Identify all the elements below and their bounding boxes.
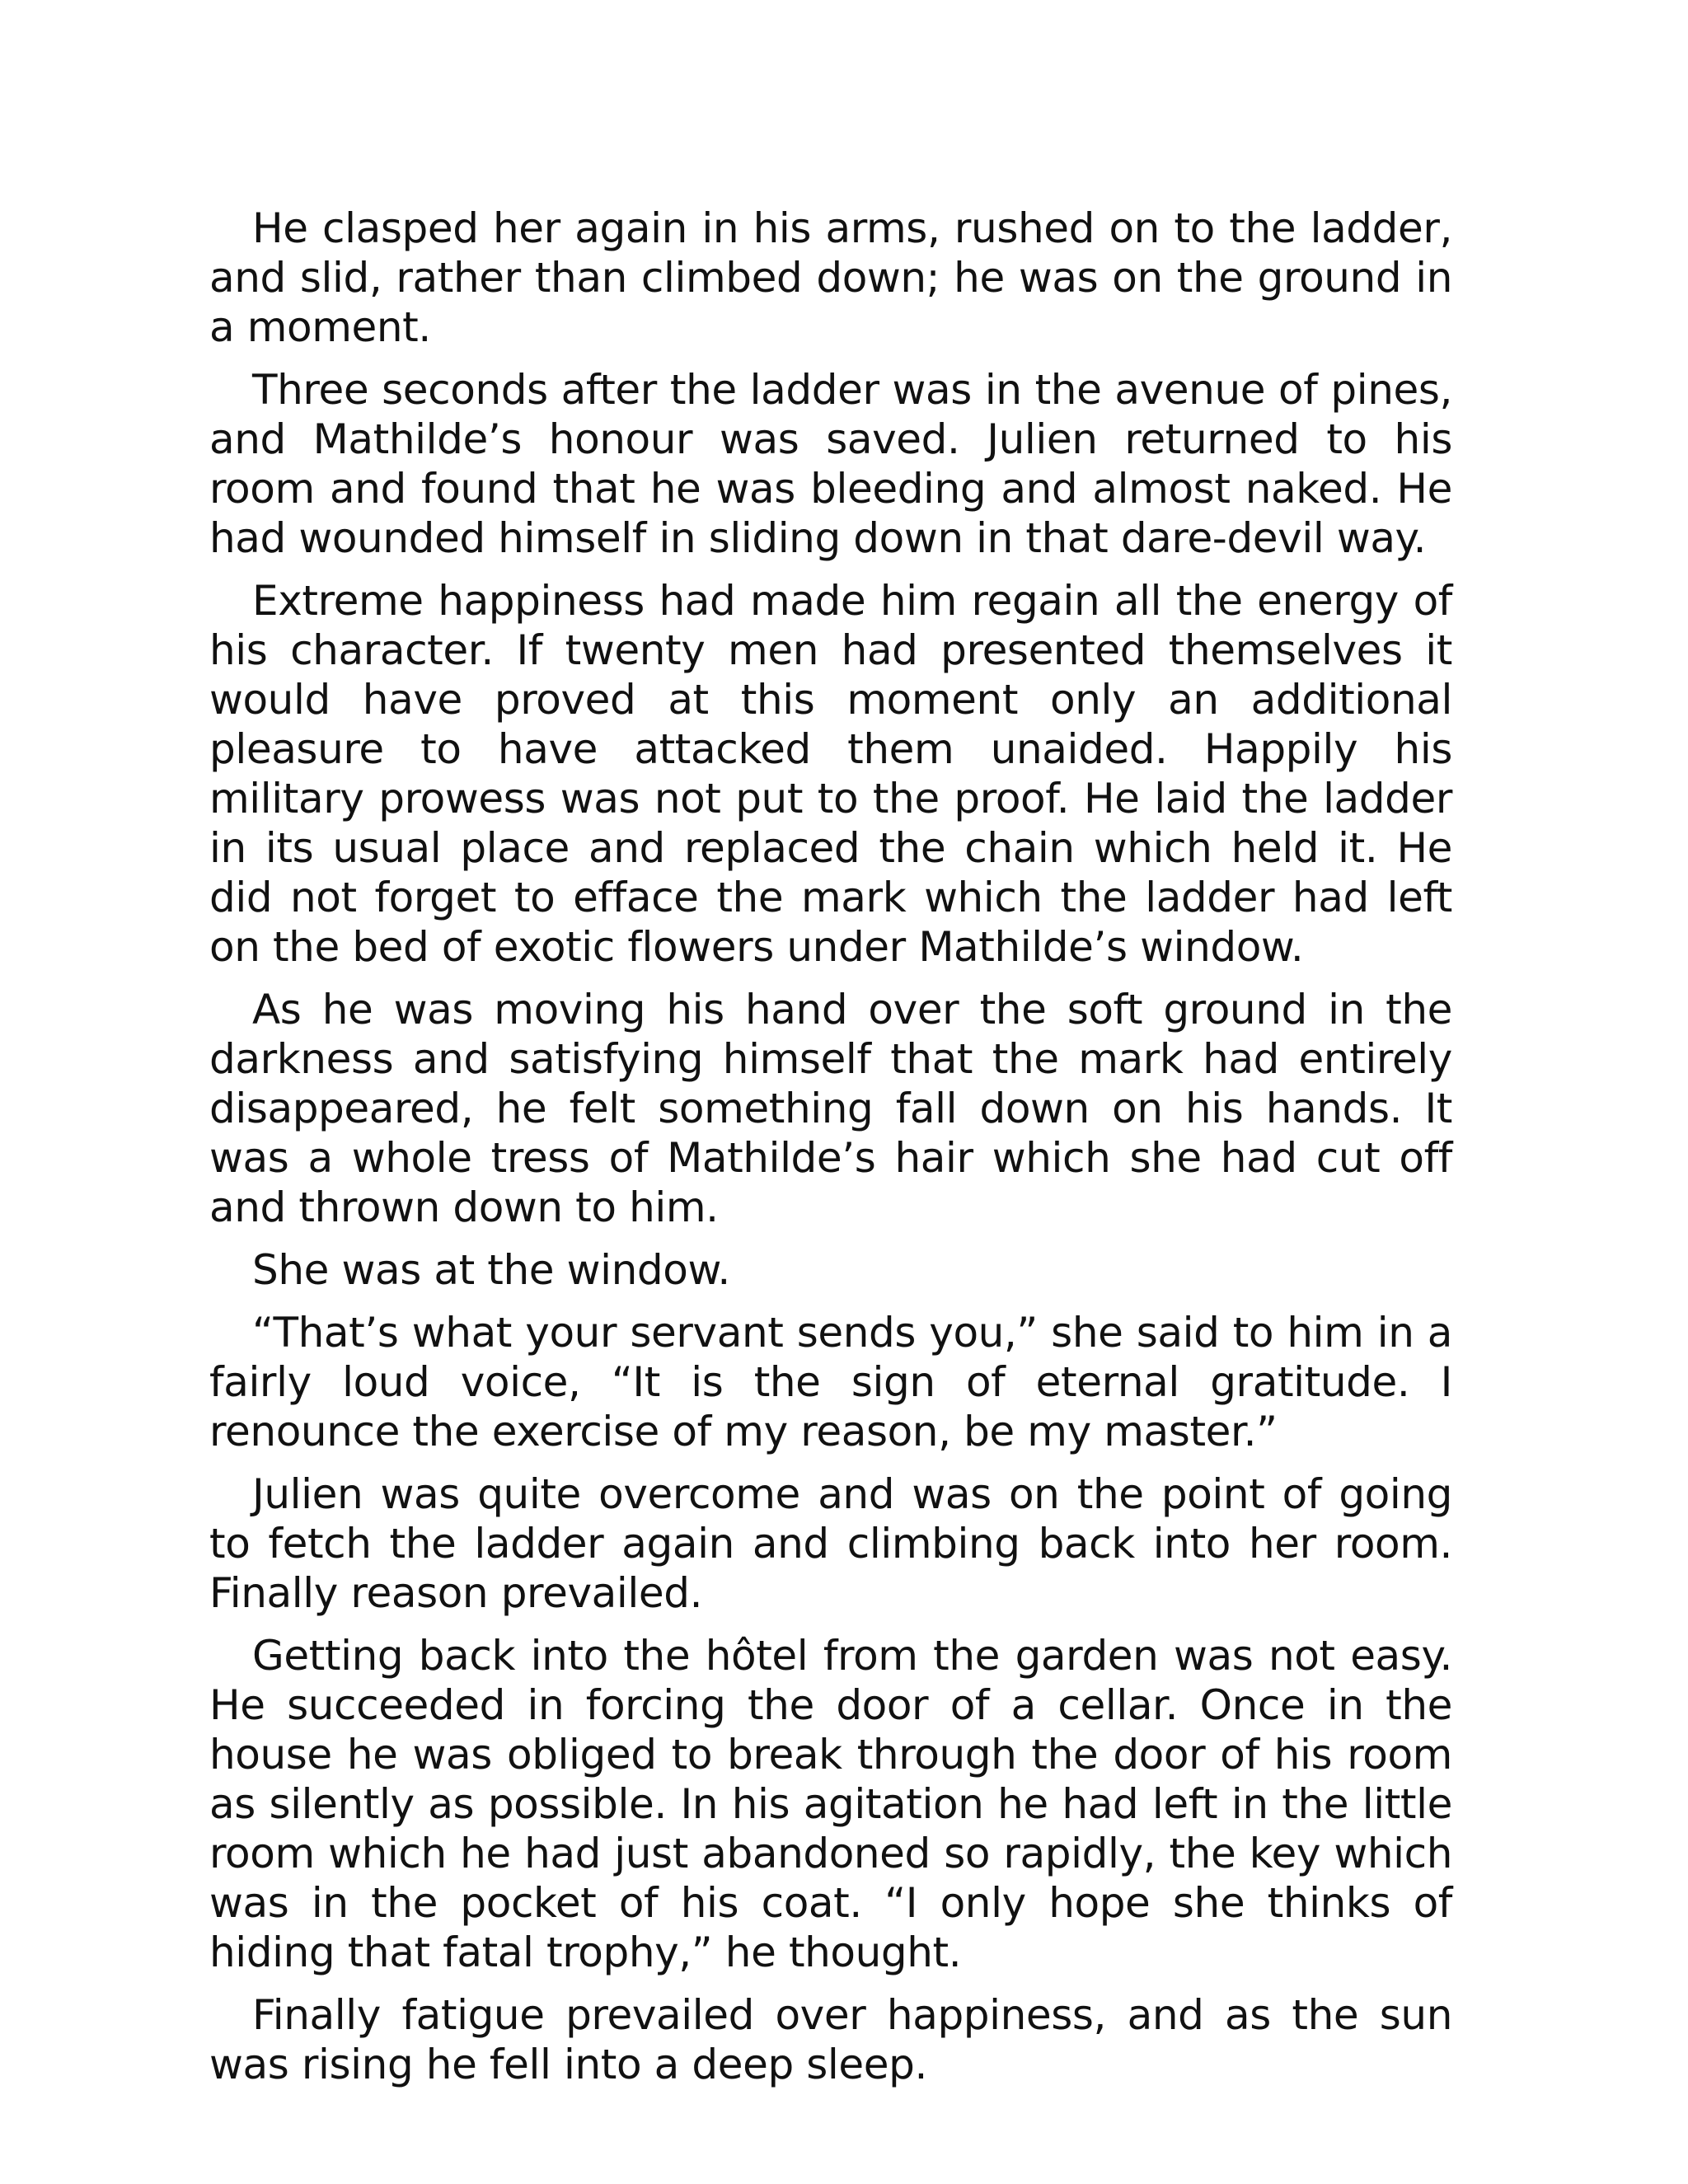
paragraph-5: She was at the window. (252, 1246, 730, 1294)
paragraph-3: Extreme happiness had made him regain all the energy of his character. If twenty men had presented themselves it would have proved at this moment only an additional pleasure to have attacked them unaided. Happily his military prowess was not put to the proof. He laid the ladder in its usual place and replaced the chain which held it. He did not forget to efface the mark which the ladder had left on the bed of exotic flowers under Mathilde’s window. (209, 577, 1452, 971)
paragraph-4: As he was moving his hand over the soft ground in the darkness and satisfying himself that the mark had entirely disappeared, he felt something fall down on his hands. It was a whole tress of Mathilde’s hair which she had cut off and thrown down to him. (209, 986, 1452, 1231)
paragraph-7: Julien was quite overcome and was on the point of going to fetch the ladder again and climbing back into her room. Finally reason prevailed. (209, 1470, 1452, 1617)
paragraph-9: Finally fatigue prevailed over happiness, and as the sun was rising he fell into a deep sleep. (209, 1991, 1452, 2088)
paragraph-8: Getting back into the hôtel from the garden was not easy. He succeeded in forcing the door of a cellar. Once in the house he was obliged to break through the door of his room as silently as possible. In his agitation he had left in the little room which he had just abandoned so rapidly, the key which was in the pocket of his coat. “I only hope she thinks of hiding that fatal trophy,” he thought. (209, 1632, 1452, 1976)
paragraph-6: “That’s what your servant sends you,” she said to him in a fairly loud voice, “It is the sign of eternal gratitude. I renounce the exercise of my reason, be my master.” (209, 1309, 1452, 1455)
page-body (209, 204, 1452, 2102)
paragraph-1: He clasped her again in his arms, rushed on to the ladder, and slid, rather than climbed down; he was on the ground in a moment. (209, 204, 1452, 351)
paragraph-2: Three seconds after the ladder was in the avenue of pines, and Mathilde’s honour was saved. Julien returned to his room and found that he was bleeding and almost naked. He had wounded himself in sliding down in that dare-devil way. (209, 366, 1452, 562)
